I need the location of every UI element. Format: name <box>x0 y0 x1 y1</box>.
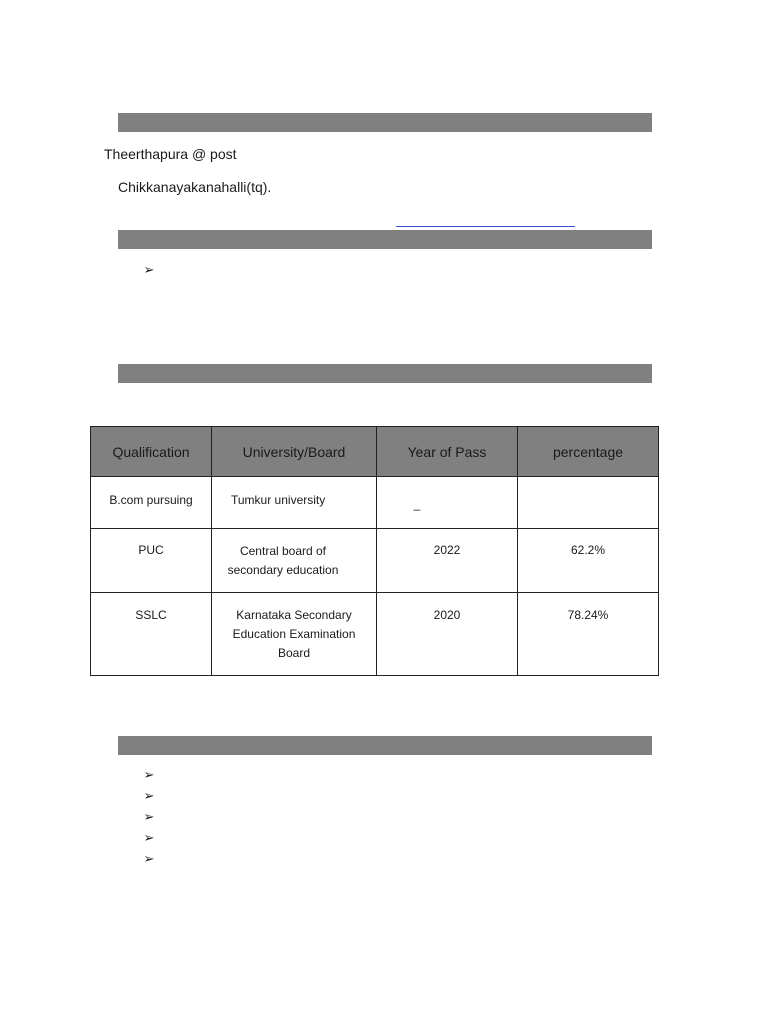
email-link[interactable] <box>396 226 575 227</box>
address-line-1: Theerthapura @ post <box>104 146 237 162</box>
cell-year: 2022 <box>377 529 518 593</box>
table-row <box>91 529 659 593</box>
column-header-university: University/Board <box>212 427 377 477</box>
cell-year: 2020 <box>377 593 518 676</box>
cell-board: Karnataka Secondary Education Examination Board <box>212 593 377 676</box>
table-row <box>91 593 659 676</box>
cell-percentage: 78.24% <box>518 593 659 676</box>
cell-percentage: 62.2% <box>518 529 659 593</box>
bullet-arrow-icon: ➢ <box>143 809 155 824</box>
column-header-percentage: percentage <box>518 427 659 477</box>
section-header-bar <box>118 230 652 249</box>
table-row <box>91 477 659 529</box>
address-line-2: Chikkanayakanahalli(tq). <box>118 179 272 195</box>
bullet-arrow-icon: ➢ <box>143 788 155 803</box>
bullet-arrow-icon: ➢ <box>143 262 155 277</box>
section-header-bar <box>118 736 652 755</box>
bullet-arrow-icon: ➢ <box>143 851 155 866</box>
cell-qualification: B.com pursuing <box>91 477 212 529</box>
cell-percentage <box>518 477 659 529</box>
bullet-arrow-icon: ➢ <box>143 767 155 782</box>
education-table <box>90 426 659 676</box>
cell-board: Central board of secondary education <box>212 529 377 593</box>
cell-qualification: PUC <box>91 529 212 593</box>
section-header-bar <box>118 364 652 383</box>
column-header-year: Year of Pass <box>377 427 518 477</box>
bullet-arrow-icon: ➢ <box>143 830 155 845</box>
cell-board: Tumkur university <box>212 477 377 529</box>
table-header-row <box>91 427 659 477</box>
section-header-bar <box>118 113 652 132</box>
column-header-qualification: Qualification <box>91 427 212 477</box>
cell-year: _ <box>377 477 518 529</box>
cell-qualification: SSLC <box>91 593 212 676</box>
